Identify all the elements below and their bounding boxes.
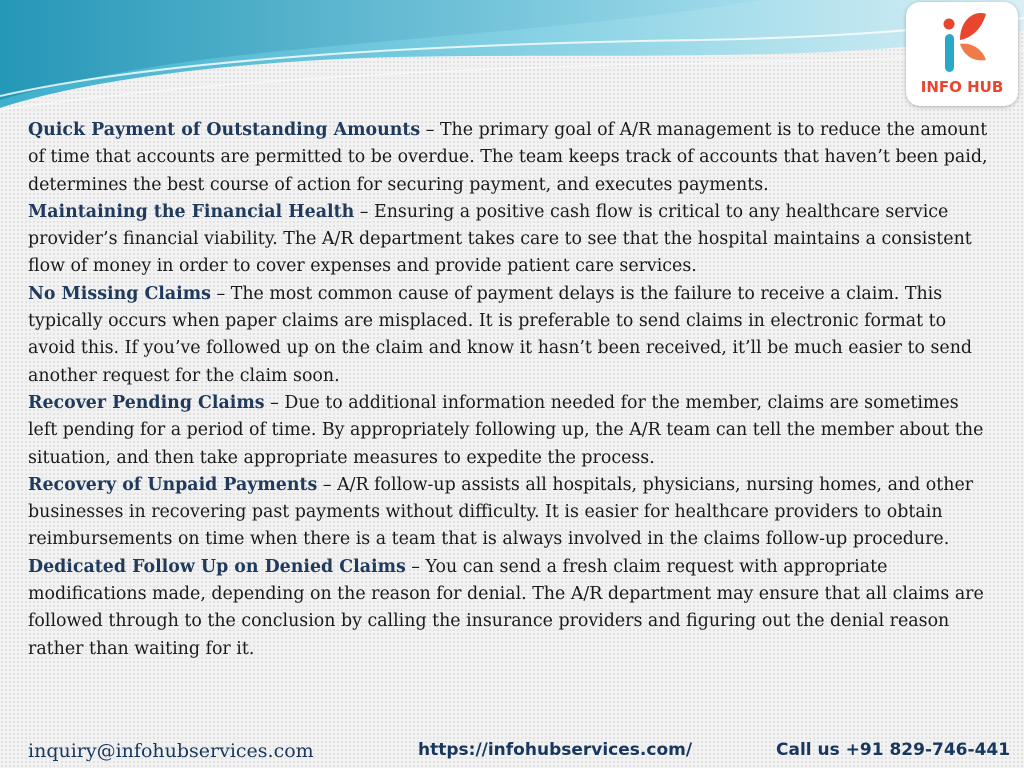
logo-text: INFO HUB: [920, 78, 1004, 96]
paragraph-denied-claims: [28, 554, 988, 663]
paragraph-body: – A/R follow-up assists all hospitals, physicians, nursing homes, and other businesses in recovering past payments without difficulty. It is easier for healthcare providers to obtain reimbursements on time when there is a team that is always involved in the claims follow-up procedure.: [28, 474, 974, 550]
paragraph-body: – The primary goal of A/R management is to reduce the amount of time that accounts are permitted to be overdue. The team keeps track of accounts that haven’t been paid, determines the best course of action for securing payment, and executes payments.: [28, 120, 988, 195]
paragraph-heading: Quick Payment of Outstanding Amounts: [28, 120, 421, 140]
paragraph-no-missing-claims: [28, 281, 988, 390]
footer-phone: Call us +91 829-746-441: [776, 740, 1011, 760]
paragraph-body: – Ensuring a positive cash flow is critical to any healthcare service provider’s financial viability. The A/R department takes care to see that the hospital maintains a consistent flow of money in order to cover expenses and provide patient care services.: [28, 201, 972, 277]
paragraph-heading: Maintaining the Financial Health: [28, 201, 355, 222]
paragraph-heading: Recovery of Unpaid Payments: [28, 474, 318, 495]
paragraph-body: – The most common cause of payment delays is the failure to receive a claim. This typically occurs when paper claims are misplaced. It is preferable to send claims in electronic format to avoid this. If you’ve followed up on the claim and know it hasn’t been received, it’ll be much easier to send another request for the claim soon.: [28, 283, 973, 386]
paragraph-body: – Due to additional information needed for the member, claims are sometimes left pending for a period of time. By appropriately following up, the A/R team can tell the member about the situation, and then take appropriate measures to expedite the process.: [28, 392, 984, 468]
paragraph-recovery-unpaid-payments: [28, 472, 988, 554]
paragraph-body: – You can send a fresh claim request with appropriate modifications made, depending on the reason for denial. The A/R department may ensure that all claims are followed through to the conclusion by calling the insurance providers and figuring out the denial reason rather than waiting for it.: [28, 556, 984, 659]
header-swoosh-decoration: [0, 0, 1024, 115]
paragraph-financial-health: [28, 199, 988, 281]
footer-email-link[interactable]: inquiry@infohubservices.com: [28, 740, 314, 762]
main-content: [28, 117, 988, 663]
paragraph-recover-pending-claims: [28, 390, 988, 472]
paragraph-heading: Recover Pending Claims: [28, 392, 265, 413]
info-hub-logo: [906, 2, 1018, 106]
paragraph-quick-payment: [28, 117, 988, 199]
logo-mark-icon: [936, 8, 992, 74]
paragraph-heading: No Missing Claims: [28, 283, 211, 304]
footer-contact-bar: [0, 740, 1024, 768]
footer-website-link[interactable]: https://infohubservices.com/: [418, 740, 693, 760]
paragraph-heading: Dedicated Follow Up on Denied Claims: [28, 556, 406, 577]
